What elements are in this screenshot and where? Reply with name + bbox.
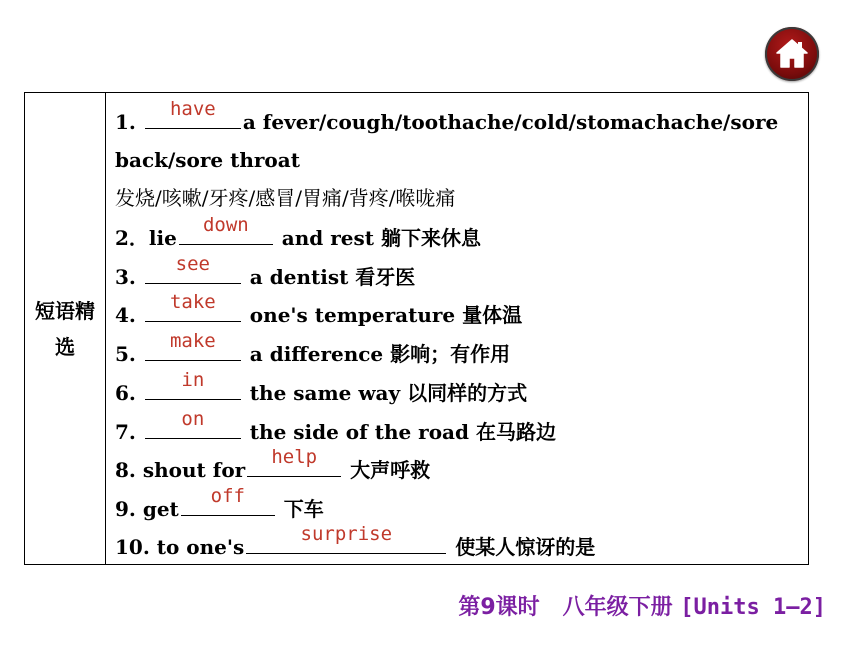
answer-text: on xyxy=(181,408,205,430)
answer-text: take xyxy=(169,291,216,313)
section-label: 短语精选 xyxy=(35,298,95,359)
phrase-item-1-translation: 发烧/咳嗽/牙疼/感冒/胃痛/背疼/喉咙痛 xyxy=(115,186,456,210)
phrase-table xyxy=(24,92,809,565)
footer-caption xyxy=(458,590,826,621)
answer-text: in xyxy=(181,369,205,391)
phrase-item-1-cont: back/sore throat xyxy=(115,148,300,172)
phrase-item-9: 9. get off 下车 xyxy=(115,493,324,523)
phrase-item-4: 4. take one's temperature 量体温 xyxy=(115,299,522,329)
phrase-item-8: 8. shout for help 大声呼救 xyxy=(115,454,430,484)
home-button[interactable] xyxy=(765,27,819,81)
answer-blank xyxy=(145,253,241,284)
answer-blank xyxy=(145,291,241,322)
phrase-item-7: 7. on the side of the road 在马路边 xyxy=(115,416,556,446)
phrase-item-6: 6. in the same way 以同样的方式 xyxy=(115,377,527,407)
phrase-item-3: 3. see a dentist 看牙医 xyxy=(115,261,415,291)
answer-blank xyxy=(145,369,241,400)
answer-blank xyxy=(247,446,341,477)
phrase-item-1: 1. have a fever/cough/toothache/cold/stomachache/sore xyxy=(115,106,778,136)
answer-text: make xyxy=(169,330,216,352)
answer-text: off xyxy=(210,485,245,507)
answer-text: surprise xyxy=(300,523,393,545)
footer-book: 八年级下册 xyxy=(562,595,673,620)
footer-lesson: 第9课时 xyxy=(458,595,540,620)
phrase-item-10: 10. to one's surprise 使某人惊讶的是 xyxy=(115,531,595,561)
phrase-item-2: 2．lie down and rest 躺下来休息 xyxy=(115,222,481,252)
answer-text: have xyxy=(169,98,216,120)
answer-text: help xyxy=(271,446,318,468)
answer-blank xyxy=(181,485,275,516)
answer-text: down xyxy=(202,214,249,236)
section-label-cell xyxy=(25,93,106,564)
answer-blank xyxy=(246,523,446,554)
footer-units: [Units 1—2] xyxy=(680,595,826,620)
phrase-item-5: 5. make a difference 影响；有作用 xyxy=(115,338,510,368)
answer-blank xyxy=(145,98,241,129)
answer-blank xyxy=(145,330,241,361)
answer-blank xyxy=(179,214,273,245)
home-icon xyxy=(774,36,810,72)
answer-blank xyxy=(145,408,241,439)
answer-text: see xyxy=(175,253,210,275)
